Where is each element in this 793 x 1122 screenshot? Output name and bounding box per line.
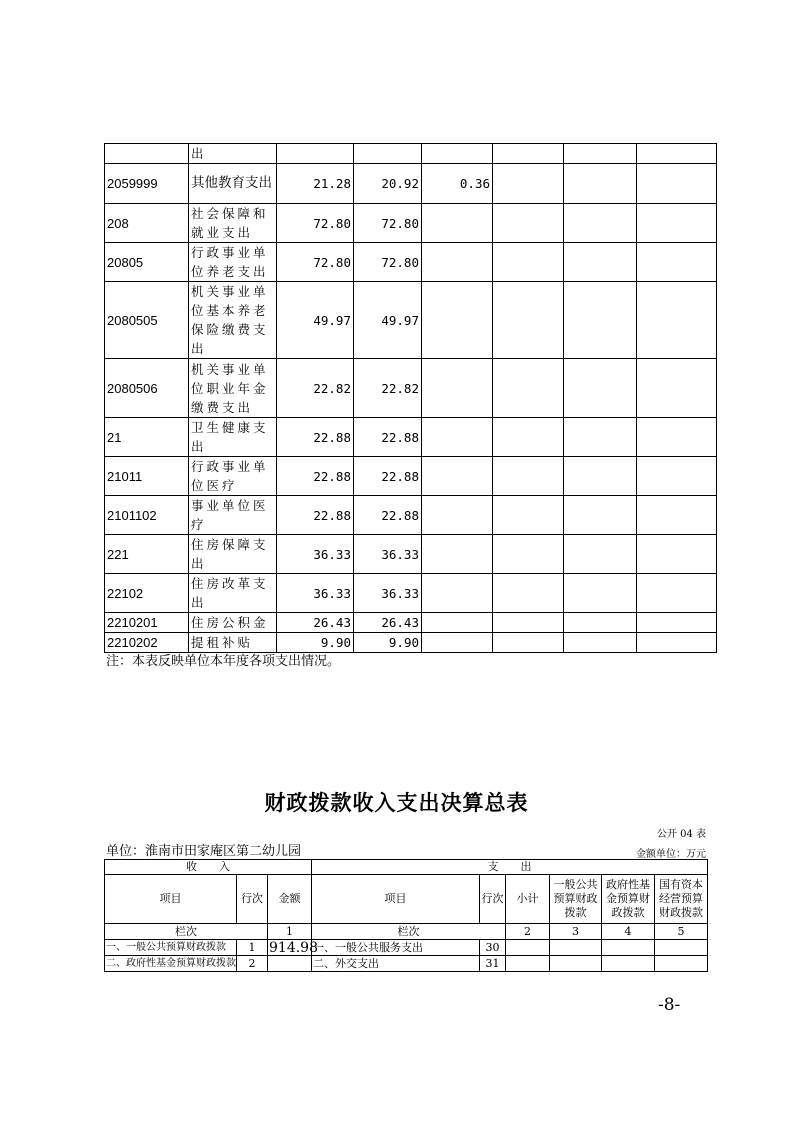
row-basic: 22.82 — [354, 359, 422, 418]
row-basic: 36.33 — [354, 574, 422, 613]
row-project — [422, 243, 493, 282]
col-fund: 政府性基金预算财政拨款 — [602, 875, 655, 924]
row-name: 住房改革支出 — [189, 574, 277, 613]
row-basic: 72.80 — [354, 204, 422, 243]
row-code: 2210201 — [105, 613, 189, 633]
income-item: 一、一般公共预算财政拨款 — [105, 940, 237, 956]
row-code: 221 — [105, 535, 189, 574]
expense-item: 一、一般公共服务支出 — [312, 940, 480, 956]
row-code — [105, 144, 189, 164]
row-total — [277, 144, 354, 164]
table-row — [105, 144, 717, 164]
summary-table — [104, 859, 708, 972]
col-item2: 项目 — [312, 875, 480, 924]
row-project: 0.36 — [422, 164, 493, 204]
row-project — [422, 418, 493, 457]
table-row — [105, 496, 717, 535]
page-title: 财政拨款收入支出决算总表 — [264, 791, 529, 815]
row-total: 22.88 — [277, 457, 354, 496]
row-code: 21011 — [105, 457, 189, 496]
row-code: 2059999 — [105, 164, 189, 204]
row-total: 22.88 — [277, 418, 354, 457]
row-basic — [354, 144, 422, 164]
table-row — [105, 164, 717, 204]
col-index-3: 3 — [550, 924, 602, 940]
row-basic: 9.90 — [354, 633, 422, 653]
table-row — [105, 418, 717, 457]
row-name: 社会保障和就业支出 — [189, 204, 277, 243]
row-total: 72.80 — [277, 204, 354, 243]
table-row — [105, 940, 708, 956]
table-row — [105, 956, 708, 972]
row-total: 9.90 — [277, 633, 354, 653]
income-line: 1 — [237, 940, 268, 956]
income-item: 二、政府性基金预算财政拨款 — [105, 956, 237, 972]
col-item: 项目 — [105, 875, 237, 924]
row-code: 2210202 — [105, 633, 189, 653]
row-code: 208 — [105, 204, 189, 243]
row-name: 行政事业单位养老支出 — [189, 243, 277, 282]
col-line2: 行次 — [480, 875, 506, 924]
row-name: 出 — [189, 144, 277, 164]
col-index-5: 5 — [655, 924, 708, 940]
page-number: -8- — [658, 995, 681, 1015]
table-row — [105, 204, 717, 243]
table-row — [105, 243, 717, 282]
row-name: 卫生健康支出 — [189, 418, 277, 457]
table-row — [105, 457, 717, 496]
row-code: 21 — [105, 418, 189, 457]
row-total: 36.33 — [277, 574, 354, 613]
income-header: 收 入 — [105, 860, 312, 875]
row-project — [422, 496, 493, 535]
row-total: 72.80 — [277, 243, 354, 282]
row-name: 其他教育支出 — [189, 164, 277, 204]
expense-header: 支 出 — [312, 860, 708, 875]
row-project — [422, 359, 493, 418]
table-row — [105, 574, 717, 613]
row-code: 22102 — [105, 574, 189, 613]
row-basic: 49.97 — [354, 282, 422, 359]
row-name: 提租补贴 — [189, 633, 277, 653]
row-name: 事业单位医疗 — [189, 496, 277, 535]
col-general: 一般公共预算财政拨款 — [550, 875, 602, 924]
table-row — [105, 282, 717, 359]
col-amount: 金额 — [268, 875, 312, 924]
expenditure-table — [104, 143, 717, 653]
row-project — [422, 633, 493, 653]
row-project — [422, 574, 493, 613]
table-row — [105, 613, 717, 633]
table-row — [105, 535, 717, 574]
row-basic: 22.88 — [354, 418, 422, 457]
col-state: 国有资本经营预算财政拨款 — [655, 875, 708, 924]
row-total: 22.88 — [277, 496, 354, 535]
income-amount: 914.98 — [269, 939, 318, 956]
row-total: 22.82 — [277, 359, 354, 418]
table-row — [105, 359, 717, 418]
row-name: 住房公积金 — [189, 613, 277, 633]
col-subtotal: 小计 — [506, 875, 550, 924]
col-line: 行次 — [237, 875, 268, 924]
row-name: 机关事业单位职业年金缴费支出 — [189, 359, 277, 418]
col-index-label: 栏次 — [105, 924, 268, 940]
row-total: 26.43 — [277, 613, 354, 633]
col-index-1: 1 — [268, 924, 312, 940]
money-unit: 金额单位：万元 — [636, 849, 706, 860]
row-code: 20805 — [105, 243, 189, 282]
col-index-label2: 栏次 — [312, 924, 506, 940]
expense-item: 二、外交支出 — [312, 956, 480, 972]
row-name: 住房保障支出 — [189, 535, 277, 574]
row-code: 2101102 — [105, 496, 189, 535]
row-project — [422, 457, 493, 496]
row-project — [422, 282, 493, 359]
row-basic: 22.88 — [354, 496, 422, 535]
row-project — [422, 535, 493, 574]
unit-label: 单位：淮南市田家庵区第二幼儿园 — [106, 844, 302, 859]
income-amount — [268, 956, 312, 972]
row-basic: 26.43 — [354, 613, 422, 633]
expense-line: 31 — [480, 956, 506, 972]
row-project — [422, 204, 493, 243]
row-basic: 20.92 — [354, 164, 422, 204]
row-project — [422, 613, 493, 633]
row-basic: 36.33 — [354, 535, 422, 574]
row-project — [422, 144, 493, 164]
income-line: 2 — [237, 956, 268, 972]
row-code: 2080506 — [105, 359, 189, 418]
expense-line: 30 — [480, 940, 506, 956]
col-index-2: 2 — [506, 924, 550, 940]
row-name: 行政事业单位医疗 — [189, 457, 277, 496]
row-name: 机关事业单位基本养老保险缴费支出 — [189, 282, 277, 359]
row-basic: 22.88 — [354, 457, 422, 496]
table-note: 注：本表反映单位本年度各项支出情况。 — [106, 654, 341, 669]
row-total: 36.33 — [277, 535, 354, 574]
form-code: 公开 04 表 — [656, 829, 706, 840]
col-index-4: 4 — [602, 924, 655, 940]
row-basic: 72.80 — [354, 243, 422, 282]
row-total: 21.28 — [277, 164, 354, 204]
row-code: 2080505 — [105, 282, 189, 359]
row-total: 49.97 — [277, 282, 354, 359]
